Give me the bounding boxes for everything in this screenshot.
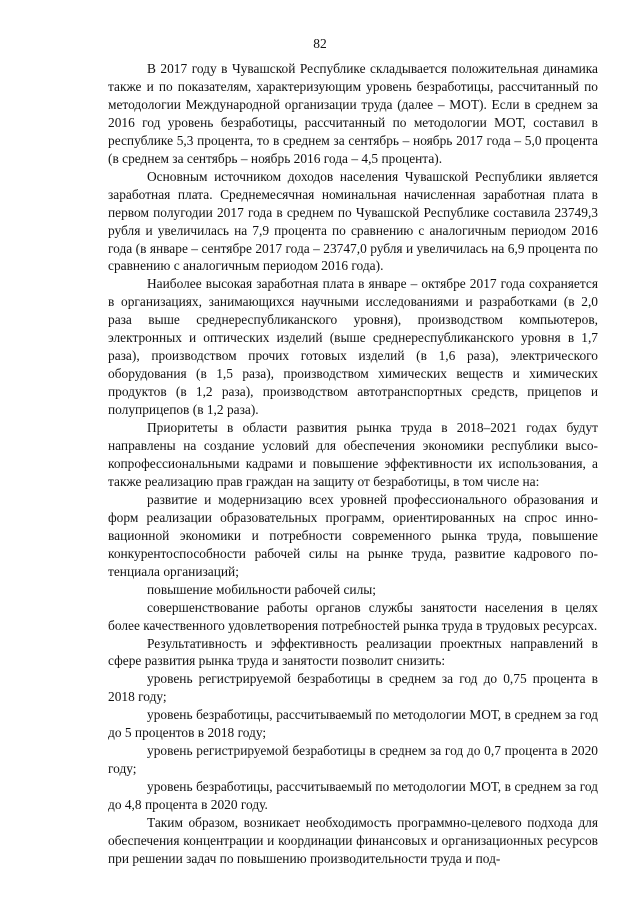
list-item-registered-unemployment-2020: уровень регистрируемой безработицы в среднем за год до 0,7 процента в 2020 году; [108, 743, 598, 777]
list-item-workforce-mobility: повышение мобильности рабочей силы; [147, 581, 377, 597]
paragraph-unemployment-dynamics: В 2017 году в Чувашской Республике складывается положительная динамика также и по показателям, характеризующим уровень безработицы, рассчитанный по методологии Международной организации труда (далее – МОТ). Если в среднем за 2016 год уровень безработицы, рассчитанный по методологии МОТ, составил в республике 5,3 процента, то в среднем за сентябрь – ноябрь 2017 года – 5,0 процента (в среднем за сентябрь – ноябрь 2016 года – 4,5 процента). [108, 61, 598, 166]
list-item-employment-service: совершенствование работы органов службы занятости населения в целях более качественного удовлетворения потребностей рынка труда в трудовых ресурсах. [108, 599, 598, 633]
paragraph-income-sources: Основным источником доходов населения Чувашской Республики является заработная плата. Среднемесячная номинальная начисленная заработная плата в первом полугодии 2017 года в среднем по Чувашской Республике составила 23749,3 рубля и увеличилась на 7,9 процента по сравнению с аналогичным периодом 2016 года (в январе – сентябре 2017 года – 23747,0 рубля и увеличилась на 6,9 процента по сравнению с аналогичным периодом 2016 года). [108, 168, 598, 274]
list-item-education-development: развитие и модернизацию всех уровней профессионального образования и форм реализации образовательных программ, ориентированных на спрос инновационной экономики и потребности современного рынка труда, повышение конкурентоспособности рабочей силы на рынке труда, развитие кадрового потенциала организаций; [108, 491, 598, 579]
list-item-ilo-unemployment-2018: уровень безработицы, рассчитываемый по методологии МОТ, в среднем за год до 5 процентов в 2018 году; [108, 707, 598, 741]
list-item-registered-unemployment-2018: уровень регистрируемой безработицы в среднем за год до 0,75 процента в 2018 году; [108, 671, 598, 705]
paragraph-labor-market-priorities: Приоритеты в области развития рынка труда в 2018–2021 годах будут направлены на создание условий для обеспечения экономики республики высокопрофессиональными кадрами и повышение эффективности их использования, а также реализацию прав граждан на защиту от безработицы, в том числе на: [108, 420, 598, 489]
page-number: 82 [313, 36, 327, 51]
paragraph-conclusion: Таким образом, возникает необходимость программно-целевого подхода для обеспечения концентрации и координации финансовых и организационных ресурсов при решении задач по повышению производительности труда и под- [108, 815, 598, 866]
list-item-ilo-unemployment-2020: уровень безработицы, рассчитываемый по методологии МОТ, в среднем за год до 4,8 процента в 2020 году. [108, 779, 598, 813]
paragraph-expected-results: Результативность и эффективность реализации проектных направлений в сфере развития рынка труда и занятости позволит снизить: [108, 635, 598, 669]
paragraph-highest-wages: Наиболее высокая заработная плата в январе – октябре 2017 года сохраняется в организациях, занимающихся научными исследованиями и разработками (в 2,0 раза выше среднереспубликанского уровня), производством компьютеров, электронных и оптических изделий (выше среднереспубликанского уровня в 1,7 раза), производством прочих готовых изделий (в 1,6 раза), электрического оборудования (в 1,5 раза), производством химических веществ и химических продуктов (в 1,2 раза), производством автотранспортных средств, прицепов и полуприцепов (в 1,2 раза). [108, 276, 598, 418]
document-body [108, 60, 598, 868]
